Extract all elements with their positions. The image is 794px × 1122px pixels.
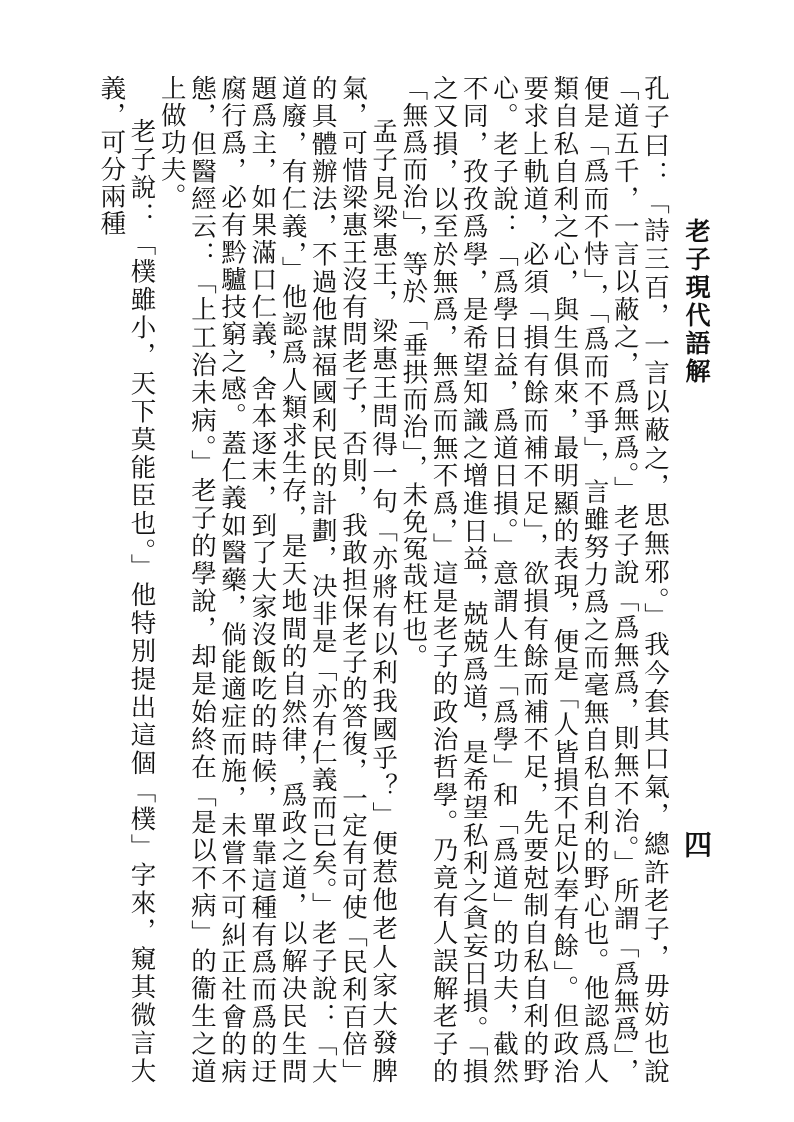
body-text	[96, 75, 670, 1085]
paragraph-2: 孟子見梁惠王，梁惠王問得一句「亦將有以利我國乎？」便惹他老人家大發脾氣，可惜梁惠王沒有問老子，否則，我敢担保老子的答復，一定有可使「民利百倍」的具體辦法，不過他謀福國利民的計劃，决非是「亦有仁義而已矣。」老子說：「大道廢，有仁義，」他認爲人類求生存，是天地間的自然律，爲政之道，以解决民生問題爲主，如果滿口仁義，舍本逐末，到了大家沒飯吃的時候，單靠這種有爲而爲的迂腐行爲，必有黔驢技窮之感。蓋仁義如醫藥，倘能適症而施，未嘗不可糾正社會的病態，但醫經云：「上工治未病。」老子的學說，却是始終在「是以不病」的衞生之道上做功夫。	[156, 75, 399, 1085]
paragraph-3: 老子說：「樸雖小，天下莫能臣也。」他特別提出這個「樸」字來，窺其微言大義，可分兩種	[96, 75, 157, 1085]
running-header-title: 老子現代語解	[682, 218, 711, 386]
page-number: 四	[680, 830, 713, 858]
paragraph-1: 孔子曰：「詩三百，一言以蔽之，思無邪。」我今套其口氣，總許老子，毋妨也說「道五千，一言以蔽之，爲無爲。」老子說「爲無爲，則無不治。」所謂「爲無爲」，便是「爲而不恃」，「爲而不爭」，言雖努力爲之而毫無自私自利的野心也。他認爲人類自私自利之心，與生俱來，最明顯的表現，便是「人皆損不足以奉有餘」。但政治要求上軌道，必須「損有餘而補不足」，欲損有餘而補不足，先要尅制自私自利的野心。老子說：「爲學日益，爲道日損。」意謂人生「爲學」和「爲道」的功夫，截然不同，孜孜爲學，是希望知識之增進日益，兢兢爲道，是希望私利之貪妄日損。「損之又損，以至於無爲，無爲而無不爲，」這是老子的政治哲學。乃竟有人誤解老子的「無爲而治」，等於「垂拱而治」，未免冤哉枉也。	[398, 75, 670, 1085]
